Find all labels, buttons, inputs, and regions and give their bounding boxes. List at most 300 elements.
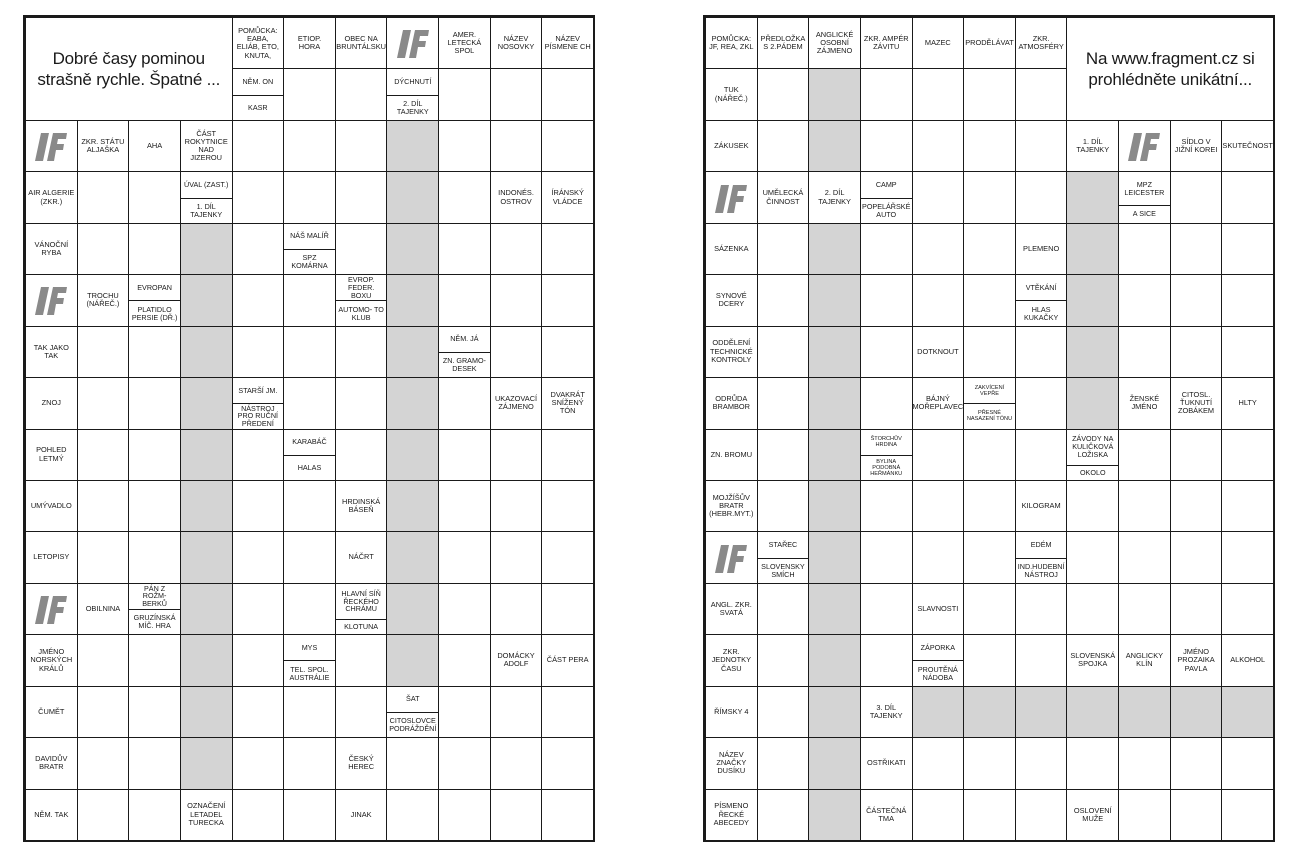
- clue-cell: POHLED LETMÝ: [25, 429, 78, 481]
- answer-cell[interactable]: [128, 789, 181, 841]
- answer-cell[interactable]: [232, 326, 285, 378]
- answer-cell[interactable]: [438, 789, 491, 841]
- answer-cell[interactable]: [1015, 737, 1068, 789]
- answer-cell[interactable]: [541, 480, 594, 532]
- answer-cell[interactable]: [860, 377, 913, 429]
- answer-cell[interactable]: [77, 686, 130, 738]
- clue-cell: ZKR. AMPÉR ZÁVITU: [860, 17, 913, 69]
- answer-cell[interactable]: [232, 480, 285, 532]
- left-intro-text: Dobré časy pominou strašně rychle. Špatné ...: [25, 17, 233, 121]
- shaded-answer-cell: [180, 737, 233, 789]
- answer-cell[interactable]: [128, 429, 181, 481]
- split-clue-cell: [335, 583, 388, 635]
- split-clue-cell: [128, 583, 181, 635]
- clue-cell: ZN. BROMU: [705, 429, 758, 481]
- clue-cell: UMÝVADLO: [25, 480, 78, 532]
- answer-cell[interactable]: [490, 120, 543, 172]
- answer-cell[interactable]: [1066, 480, 1119, 532]
- answer-cell[interactable]: [757, 326, 810, 378]
- answer-cell[interactable]: [1015, 120, 1068, 172]
- clue-text: ŠAT: [406, 694, 420, 704]
- answer-cell[interactable]: [541, 686, 594, 738]
- fragment-logo-icon: [25, 583, 78, 635]
- answer-cell[interactable]: [1118, 789, 1171, 841]
- clue-text: KLOTUNA: [336, 619, 387, 634]
- answer-cell[interactable]: [757, 737, 810, 789]
- clue-cell: JINAK: [335, 789, 388, 841]
- answer-cell[interactable]: [386, 737, 439, 789]
- shaded-answer-cell: [1170, 686, 1223, 738]
- answer-cell[interactable]: [1118, 737, 1171, 789]
- answer-cell[interactable]: [963, 274, 1016, 326]
- shaded-answer-cell: [386, 377, 439, 429]
- answer-cell[interactable]: [283, 789, 336, 841]
- clue-text: KASR: [233, 95, 284, 120]
- answer-cell[interactable]: [128, 171, 181, 223]
- answer-cell[interactable]: [1221, 531, 1274, 583]
- answer-cell[interactable]: [128, 223, 181, 275]
- clue-text: VTĚKÁNÍ: [1025, 282, 1057, 292]
- answer-cell[interactable]: [490, 274, 543, 326]
- answer-cell[interactable]: [1118, 326, 1171, 378]
- shaded-answer-cell: [386, 274, 439, 326]
- answer-cell[interactable]: [1221, 480, 1274, 532]
- clue-text: ZÁVODY NA KULIČKOVÁ LOŽISKA: [1072, 434, 1114, 460]
- answer-cell[interactable]: [232, 737, 285, 789]
- answer-cell[interactable]: [1170, 429, 1223, 481]
- clue-cell: UMĚLECKÁ ČINNOST: [757, 171, 810, 223]
- clue-cell: PŘEDLOŽKA S 2.PÁDEM: [757, 17, 810, 69]
- clue-cell: HLTY: [1221, 377, 1274, 429]
- answer-cell[interactable]: [1118, 531, 1171, 583]
- answer-cell[interactable]: [1221, 583, 1274, 635]
- answer-cell[interactable]: [757, 583, 810, 635]
- answer-cell[interactable]: [232, 429, 285, 481]
- answer-cell[interactable]: [490, 429, 543, 481]
- answer-cell[interactable]: [490, 326, 543, 378]
- clue-cell: SÍDLO V JIŽNÍ KOREI: [1170, 120, 1223, 172]
- clue-cell: NÁZEV NOSOVKY: [490, 17, 543, 69]
- answer-cell[interactable]: [335, 223, 388, 275]
- answer-cell[interactable]: [490, 480, 543, 532]
- clue-cell: INDONÉS. OSTROV: [490, 171, 543, 223]
- clue-cell: MOJŽÍŠŮV BRATR (HEBR.MYT.): [705, 480, 758, 532]
- answer-cell[interactable]: [912, 171, 965, 223]
- answer-cell[interactable]: [438, 737, 491, 789]
- answer-cell[interactable]: [963, 634, 1016, 686]
- clue-cell: ÍRÁNSKÝ VLÁDCE: [541, 171, 594, 223]
- answer-cell[interactable]: [335, 326, 388, 378]
- answer-cell[interactable]: [757, 274, 810, 326]
- answer-cell[interactable]: [541, 531, 594, 583]
- answer-cell[interactable]: [77, 789, 130, 841]
- answer-cell[interactable]: [283, 274, 336, 326]
- clue-text: AUTOMO- TO KLUB: [336, 300, 387, 325]
- fragment-logo-icon: [25, 120, 78, 172]
- answer-cell[interactable]: [963, 737, 1016, 789]
- answer-cell[interactable]: [541, 68, 594, 120]
- answer-cell[interactable]: [490, 737, 543, 789]
- answer-cell[interactable]: [541, 120, 594, 172]
- answer-cell[interactable]: [912, 223, 965, 275]
- shaded-answer-cell: [386, 171, 439, 223]
- split-clue-cell: [1015, 274, 1068, 326]
- answer-cell[interactable]: [1170, 326, 1223, 378]
- answer-cell[interactable]: [1221, 171, 1274, 223]
- answer-cell[interactable]: [335, 429, 388, 481]
- answer-cell[interactable]: [963, 429, 1016, 481]
- answer-cell[interactable]: [490, 789, 543, 841]
- clue-cell: ŽENSKÉ JMÉNO: [1118, 377, 1171, 429]
- answer-cell[interactable]: [438, 480, 491, 532]
- answer-cell[interactable]: [283, 583, 336, 635]
- split-clue-cell: [335, 274, 388, 326]
- answer-cell[interactable]: [963, 583, 1016, 635]
- answer-cell[interactable]: [963, 326, 1016, 378]
- answer-cell[interactable]: [860, 326, 913, 378]
- clue-cell: ODRŮDA BRAMBOR: [705, 377, 758, 429]
- answer-cell[interactable]: [541, 274, 594, 326]
- answer-cell[interactable]: [77, 171, 130, 223]
- clue-cell: OBEC NA BRUNTÁLSKU: [335, 17, 388, 69]
- answer-cell[interactable]: [77, 377, 130, 429]
- answer-cell[interactable]: [283, 120, 336, 172]
- answer-cell[interactable]: [283, 68, 336, 120]
- answer-cell[interactable]: [963, 531, 1016, 583]
- answer-cell[interactable]: [438, 68, 491, 120]
- clue-cell: ZKR. STÁTU ALJAŠKA: [77, 120, 130, 172]
- split-clue-cell: [283, 223, 336, 275]
- answer-cell[interactable]: [1170, 531, 1223, 583]
- clue-text: IND.HUDEBNÍ NÁSTROJ: [1016, 558, 1067, 583]
- answer-cell[interactable]: [335, 377, 388, 429]
- shaded-answer-cell: [1015, 686, 1068, 738]
- answer-cell[interactable]: [128, 531, 181, 583]
- left-crossword-grid: [23, 15, 595, 842]
- shaded-answer-cell: [808, 686, 861, 738]
- answer-cell[interactable]: [128, 634, 181, 686]
- answer-cell[interactable]: [963, 789, 1016, 841]
- shaded-answer-cell: [808, 583, 861, 635]
- answer-cell[interactable]: [490, 531, 543, 583]
- answer-cell[interactable]: [77, 326, 130, 378]
- shaded-answer-cell: [808, 120, 861, 172]
- clue-cell: ANGLICKÉ OSOBNÍ ZÁJMENO: [808, 17, 861, 69]
- answer-cell[interactable]: [232, 789, 285, 841]
- clue-text: TEL. SPOL. AUSTRÁLIE: [284, 660, 335, 685]
- answer-cell[interactable]: [1221, 326, 1274, 378]
- answer-cell[interactable]: [963, 68, 1016, 120]
- answer-cell[interactable]: [1221, 223, 1274, 275]
- answer-cell[interactable]: [232, 531, 285, 583]
- answer-cell[interactable]: [283, 171, 336, 223]
- answer-cell[interactable]: [438, 274, 491, 326]
- clue-text: HLAVNÍ SÍŇ ŘECKÉHO CHRÁMU: [341, 588, 381, 614]
- answer-cell[interactable]: [1015, 326, 1068, 378]
- clue-text: SPZ KOMÁRNA: [284, 249, 335, 274]
- clue-cell: ANGL. ZKR. SVATÁ: [705, 583, 758, 635]
- fragment-logo-icon: [25, 274, 78, 326]
- answer-cell[interactable]: [1066, 531, 1119, 583]
- clue-cell: SLAVNOSTI: [912, 583, 965, 635]
- answer-cell[interactable]: [335, 171, 388, 223]
- answer-cell[interactable]: [757, 120, 810, 172]
- clue-text: CITOSLOVCE PODRÁŽDĚNÍ: [387, 712, 438, 737]
- answer-cell[interactable]: [541, 789, 594, 841]
- answer-cell[interactable]: [335, 120, 388, 172]
- answer-cell[interactable]: [1118, 223, 1171, 275]
- answer-cell[interactable]: [490, 583, 543, 635]
- clue-text: STAŘEC: [768, 540, 798, 550]
- answer-cell[interactable]: [490, 686, 543, 738]
- clue-cell: NÁČRT: [335, 531, 388, 583]
- answer-cell[interactable]: [860, 583, 913, 635]
- shaded-answer-cell: [808, 326, 861, 378]
- clue-cell: ETIOP. HORA: [283, 17, 336, 69]
- answer-cell[interactable]: [1015, 634, 1068, 686]
- answer-cell[interactable]: [283, 377, 336, 429]
- answer-cell[interactable]: [912, 429, 965, 481]
- clue-text: EDÉM: [1030, 540, 1052, 550]
- answer-cell[interactable]: [1015, 583, 1068, 635]
- clue-cell: ZÁKUSEK: [705, 120, 758, 172]
- answer-cell[interactable]: [128, 480, 181, 532]
- shaded-answer-cell: [808, 223, 861, 275]
- answer-cell[interactable]: [1015, 429, 1068, 481]
- answer-cell[interactable]: [912, 68, 965, 120]
- answer-cell[interactable]: [757, 377, 810, 429]
- clue-cell: 1. DÍL TAJENKY: [1066, 120, 1119, 172]
- answer-cell[interactable]: [1221, 737, 1274, 789]
- shaded-answer-cell: [808, 429, 861, 481]
- shaded-answer-cell: [1066, 223, 1119, 275]
- shaded-answer-cell: [180, 326, 233, 378]
- clue-cell: SKUTEČNOST: [1221, 120, 1274, 172]
- fragment-logo-icon: [705, 171, 758, 223]
- clue-text: EVROPAN: [137, 282, 172, 292]
- answer-cell[interactable]: [438, 377, 491, 429]
- split-clue-cell: [860, 171, 913, 223]
- answer-cell[interactable]: [1221, 789, 1274, 841]
- answer-cell[interactable]: [232, 120, 285, 172]
- answer-cell[interactable]: [757, 68, 810, 120]
- answer-cell[interactable]: [335, 68, 388, 120]
- answer-cell[interactable]: [283, 531, 336, 583]
- answer-cell[interactable]: [438, 429, 491, 481]
- answer-cell[interactable]: [963, 223, 1016, 275]
- answer-cell[interactable]: [912, 789, 965, 841]
- answer-cell[interactable]: [77, 480, 130, 532]
- shaded-answer-cell: [808, 789, 861, 841]
- clue-text: KARABÁČ: [292, 437, 327, 447]
- split-clue-cell: [128, 274, 181, 326]
- fragment-logo-icon: [705, 531, 758, 583]
- shaded-answer-cell: [808, 377, 861, 429]
- answer-cell[interactable]: [232, 634, 285, 686]
- shaded-answer-cell: [808, 68, 861, 120]
- shaded-answer-cell: [808, 737, 861, 789]
- split-clue-cell: [386, 68, 439, 120]
- answer-cell[interactable]: [438, 171, 491, 223]
- clue-cell: ANGLICKY KLÍN: [1118, 634, 1171, 686]
- clue-cell: ČESKÝ HEREC: [335, 737, 388, 789]
- answer-cell[interactable]: [757, 223, 810, 275]
- answer-cell[interactable]: [860, 223, 913, 275]
- split-clue-cell: [1118, 171, 1171, 223]
- answer-cell[interactable]: [438, 120, 491, 172]
- answer-cell[interactable]: [490, 68, 543, 120]
- answer-cell[interactable]: [963, 480, 1016, 532]
- clue-cell: ODDĚLENÍ TECHNICKÉ KONTROLY: [705, 326, 758, 378]
- split-clue-cell: [860, 429, 913, 481]
- answer-cell[interactable]: [232, 171, 285, 223]
- shaded-answer-cell: [180, 377, 233, 429]
- split-clue-cell: [963, 377, 1016, 429]
- shaded-answer-cell: [386, 480, 439, 532]
- answer-cell[interactable]: [77, 531, 130, 583]
- clue-cell: OZNAČENÍ LETADEL TURECKA: [180, 789, 233, 841]
- clue-cell: DOTKNOUT: [912, 326, 965, 378]
- answer-cell[interactable]: [283, 686, 336, 738]
- clue-text: ZN. GRAMO- DESEK: [439, 352, 490, 377]
- answer-cell[interactable]: [335, 686, 388, 738]
- clue-text: NĚM. JÁ: [450, 334, 479, 344]
- answer-cell[interactable]: [77, 634, 130, 686]
- answer-cell[interactable]: [128, 737, 181, 789]
- answer-cell[interactable]: [386, 789, 439, 841]
- answer-cell[interactable]: [1170, 583, 1223, 635]
- answer-cell[interactable]: [77, 737, 130, 789]
- answer-cell[interactable]: [1066, 583, 1119, 635]
- answer-cell[interactable]: [438, 686, 491, 738]
- answer-cell[interactable]: [438, 583, 491, 635]
- answer-cell[interactable]: [860, 531, 913, 583]
- answer-cell[interactable]: [1015, 171, 1068, 223]
- shaded-answer-cell: [386, 583, 439, 635]
- answer-cell[interactable]: [128, 326, 181, 378]
- answer-cell[interactable]: [1170, 480, 1223, 532]
- answer-cell[interactable]: [128, 686, 181, 738]
- answer-cell[interactable]: [912, 120, 965, 172]
- answer-cell[interactable]: [541, 429, 594, 481]
- clue-cell: PÍSMENO ŘECKÉ ABECEDY: [705, 789, 758, 841]
- clue-cell: OBILNINA: [77, 583, 130, 635]
- answer-cell[interactable]: [232, 223, 285, 275]
- right-crossword-grid: [703, 15, 1275, 842]
- answer-cell[interactable]: [490, 223, 543, 275]
- split-clue-cell: [283, 634, 336, 686]
- clue-cell: SÁZENKA: [705, 223, 758, 275]
- answer-cell[interactable]: [912, 480, 965, 532]
- clue-cell: SYNOVÉ DCERY: [705, 274, 758, 326]
- answer-cell[interactable]: [1118, 274, 1171, 326]
- answer-cell[interactable]: [77, 223, 130, 275]
- answer-cell[interactable]: [232, 583, 285, 635]
- answer-cell[interactable]: [860, 68, 913, 120]
- answer-cell[interactable]: [283, 737, 336, 789]
- answer-cell[interactable]: [912, 531, 965, 583]
- answer-cell[interactable]: [1170, 737, 1223, 789]
- clue-cell: 3. DÍL TAJENKY: [860, 686, 913, 738]
- shaded-answer-cell: [386, 531, 439, 583]
- answer-cell[interactable]: [77, 429, 130, 481]
- answer-cell[interactable]: [757, 634, 810, 686]
- answer-cell[interactable]: [912, 737, 965, 789]
- answer-cell[interactable]: [541, 737, 594, 789]
- answer-cell[interactable]: [232, 686, 285, 738]
- answer-cell[interactable]: [757, 480, 810, 532]
- answer-cell[interactable]: [963, 120, 1016, 172]
- answer-cell[interactable]: [438, 634, 491, 686]
- answer-cell[interactable]: [1221, 429, 1274, 481]
- answer-cell[interactable]: [128, 377, 181, 429]
- answer-cell[interactable]: [912, 274, 965, 326]
- clue-text: NÁŠ MALÍŘ: [290, 231, 329, 241]
- answer-cell[interactable]: [1118, 583, 1171, 635]
- shaded-answer-cell: [1066, 326, 1119, 378]
- clue-cell: PRODĚLÁVAT: [963, 17, 1016, 69]
- answer-cell[interactable]: [757, 686, 810, 738]
- answer-cell[interactable]: [860, 634, 913, 686]
- clue-cell: AHA: [128, 120, 181, 172]
- split-clue-cell: [232, 68, 285, 120]
- answer-cell[interactable]: [335, 634, 388, 686]
- answer-cell[interactable]: [283, 480, 336, 532]
- answer-cell[interactable]: [541, 223, 594, 275]
- shaded-answer-cell: [1066, 377, 1119, 429]
- clue-text: 2. DÍL TAJENKY: [387, 95, 438, 120]
- answer-cell[interactable]: [1170, 274, 1223, 326]
- answer-cell[interactable]: [438, 223, 491, 275]
- answer-cell[interactable]: [1015, 789, 1068, 841]
- clue-cell: SLOVENSKÁ SPOJKA: [1066, 634, 1119, 686]
- answer-cell[interactable]: [232, 274, 285, 326]
- clue-cell: POMŮCKA: JF, REA, ZKL: [705, 17, 758, 69]
- shaded-answer-cell: [386, 429, 439, 481]
- answer-cell[interactable]: [1221, 274, 1274, 326]
- clue-text: NĚM. ON: [242, 77, 274, 87]
- answer-cell[interactable]: [1170, 223, 1223, 275]
- answer-cell[interactable]: [1170, 789, 1223, 841]
- answer-cell[interactable]: [1015, 377, 1068, 429]
- shaded-answer-cell: [808, 274, 861, 326]
- answer-cell[interactable]: [1015, 68, 1068, 120]
- answer-cell[interactable]: [757, 429, 810, 481]
- clue-cell: NÁZEV ZNAČKY DUSÍKU: [705, 737, 758, 789]
- answer-cell[interactable]: [1170, 171, 1223, 223]
- answer-cell[interactable]: [1118, 429, 1171, 481]
- answer-cell[interactable]: [1066, 737, 1119, 789]
- answer-cell[interactable]: [860, 480, 913, 532]
- answer-cell[interactable]: [757, 789, 810, 841]
- answer-cell[interactable]: [283, 326, 336, 378]
- shaded-answer-cell: [180, 274, 233, 326]
- shaded-answer-cell: [180, 531, 233, 583]
- clue-text: POPELÁŘSKÉ AUTO: [861, 198, 912, 223]
- clue-text: EVROP. FEDER. BOXU: [347, 275, 375, 300]
- clue-cell: MAZEC: [912, 17, 965, 69]
- shaded-answer-cell: [180, 686, 233, 738]
- answer-cell[interactable]: [860, 120, 913, 172]
- fragment-logo-icon: [386, 17, 439, 69]
- answer-cell[interactable]: [1118, 480, 1171, 532]
- answer-cell[interactable]: [541, 583, 594, 635]
- answer-cell[interactable]: [438, 531, 491, 583]
- answer-cell[interactable]: [541, 326, 594, 378]
- answer-cell[interactable]: [963, 171, 1016, 223]
- shaded-answer-cell: [180, 480, 233, 532]
- answer-cell[interactable]: [860, 274, 913, 326]
